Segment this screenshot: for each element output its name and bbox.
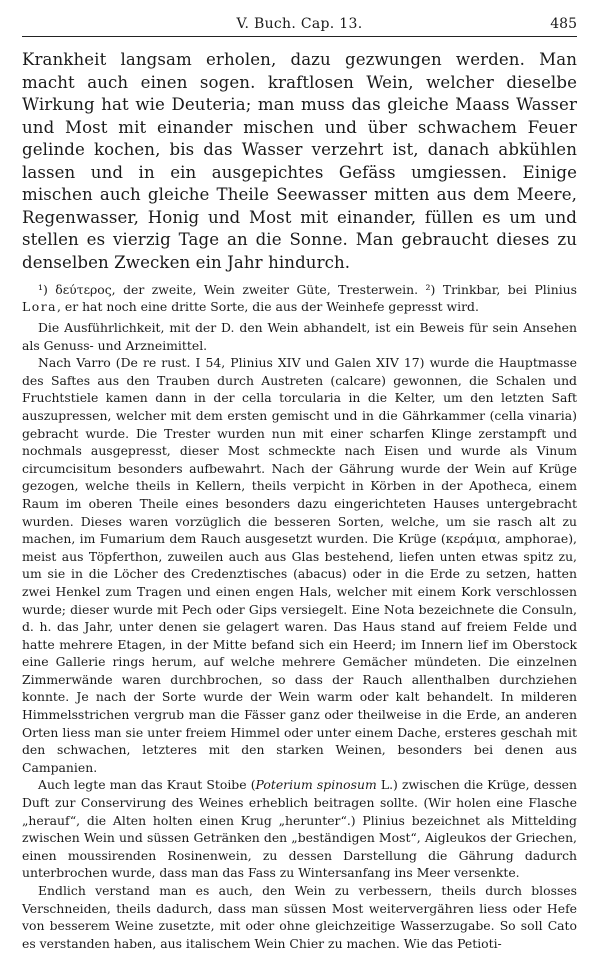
running-header xyxy=(22,14,577,37)
commentary-paragraph-1: Die Ausführlichkeit, mit der D. den Wein abhandelt, ist ein Beweis für sein Ansehen als Genuss- und Arzneimittel. xyxy=(22,320,577,353)
page-number: 485 xyxy=(550,16,577,32)
commentary-paragraph-2-greek: κεράμια xyxy=(445,531,497,547)
footnote-2-text-b: , er hat noch eine dritte Sorte, die aus der Weinhefe gepresst wird. xyxy=(57,299,479,314)
commentary-paragraph-2-part-b: , amphorae), meist aus Töpferthon, zuweilen auch aus Glas bestehend, liefen unten etwas spitz zu, um sie in die Löcher des Credenztisches (abacus) oder in die Erde zu setzen, hatten zwei Henkel zum Tragen und einen engen Hals, welcher mit einem Kork verschlossen wurde; dieser wurde mit Pech oder Gips versiegelt. Eine Nota bezeichnete die Consuln, d. h. das Jahr, unter denen sie gelagert waren. Das Haus stand auf freiem Felde und hatte mehrere Etagen, in der Mitte befand sich ein Heerd; im Innern lief im Oberstock eine Gallerie rings herum, auf welche mehrere Gemächer mündeten. Die einzelnen Zimmerwände waren durchbrochen, so dass der Rauch allenthalben durchziehen konnte. Je nach der Sorte wurde der Wein warm oder kalt behandelt. In milderen Himmelsstrichen vergrub man die Fässer ganz oder theilweise in die Erde, an anderen Orten liess man sie unter freiem Himmel oder unter einem Dache, ersteres geschah mit den schwachen, letzteres mit den starken Weinen, besonders bei denen aus Campanien. xyxy=(22,531,578,775)
commentary-paragraph-3-part-a: Auch legte man das Kraut Stoibe ( xyxy=(38,777,256,793)
commentary-paragraph-3-latin-name: Poterium spinosum xyxy=(255,777,377,793)
footnote-2-text-a: Trinkbar, bei Plinius xyxy=(442,282,577,297)
footnote-1-marker: ¹) xyxy=(38,282,48,297)
commentary-paragraph-2 xyxy=(22,354,577,776)
footnote-1-text: , der zweite, Wein zweiter Güte, Tresterwein. xyxy=(111,282,419,297)
footnote-2-marker: ²) xyxy=(425,282,436,297)
commentary-paragraph-3 xyxy=(22,776,577,882)
commentary-text xyxy=(22,319,577,952)
footnote-line xyxy=(22,281,577,315)
main-paragraph: Krankheit langsam erholen, dazu gezwungen werden. Man macht auch einen sogen. kraftlosen Wein, welcher dieselbe Wirkung hat wie Deuteria; man muss das gleiche Maass Wasser und Most mit einander mischen und über schwachem Feuer gelinde kochen, bis das Wasser verzehrt ist, danach abkühlen lassen und in ein ausgepichtes Gefäss umgiessen. Einige mischen auch gleiche Theile Seewasser mitten aus dem Meere, Regenwasser, Honig und Most mit einander, füllen es um und stellen es vierzig Tage an die Sonne. Man gebraucht dieses zu denselben Zwecken ein Jahr hindurch. xyxy=(22,50,577,272)
footnote-1-greek-term: δεύτερος xyxy=(55,282,112,297)
footnote-2-lora: Lora xyxy=(22,299,57,314)
chapter-heading: V. Buch. Cap. 13. xyxy=(236,16,363,32)
footnotes xyxy=(22,281,577,315)
commentary-paragraph-4: Endlich verstand man es auch, den Wein zu verbessern, theils durch blosses Verschneiden, theils dadurch, dass man süssen Most weitervergähren liess oder Hefe von besserem Weine zusetzte, mit oder ohne gleichzeitige Wasserzugabe. So soll Cato es verstanden haben, aus italischem Wein Chier zu machen. Wie das Petioti- xyxy=(22,883,577,951)
book-page xyxy=(22,14,577,952)
main-text-block xyxy=(22,49,577,274)
commentary-paragraph-2-part-a: Nach Varro (De re rust. I 54, Plinius XIV und Galen XIV 17) wurde die Hauptmasse des Saftes aus den Trauben durch Austreten (calcare) gewonnen, die Schalen und Fruchtstiele kamen dann in der cella torcularia in die Kelter, um den letzten Saft auszupressen, welcher mit dem ersten gemischt und in die Gährkammer (cella vinaria) gebracht wurde. Die Trester wurden nun mit einer scharfen Klinge zerstampft und nochmals ausgepresst, dieser Most schmeckte nach Eisen und wurde als Vinum circumcisitum besonders aufbewahrt. Nach der Gährung wurde der Wein auf Krüge gezogen, welche theils in Kellern, theils verpicht in Körben in der Apotheca, einem Raum im oberen Theile eines besonders dazu eingerichteten Hauses untergebracht wurden. Dieses waren vorzüglich die besseren Sorten, welche, um sie rasch alt zu machen, im Fumarium dem Rauch ausgesetzt wurden. Die Krüge ( xyxy=(22,355,577,547)
commentary-paragraph-3-part-b: L.) zwischen die Krüge, dessen Duft zur Conservirung des Weines erheblich beitragen sollte. (Wir holen eine Flasche „herauf“, die Alten holten einen Krug „herunter“.) Plinius bezeichnet als Mittelding zwischen Wein und süssen Getränken den „beständigen Most“, Aigleukos der Griechen, einen moussirenden Rosinenwein, zu dessen Darstellung die Gährung dadurch unterbrochen wurde, dass man das Fass zu Wintersanfang ins Meer versenkte. xyxy=(22,777,577,881)
